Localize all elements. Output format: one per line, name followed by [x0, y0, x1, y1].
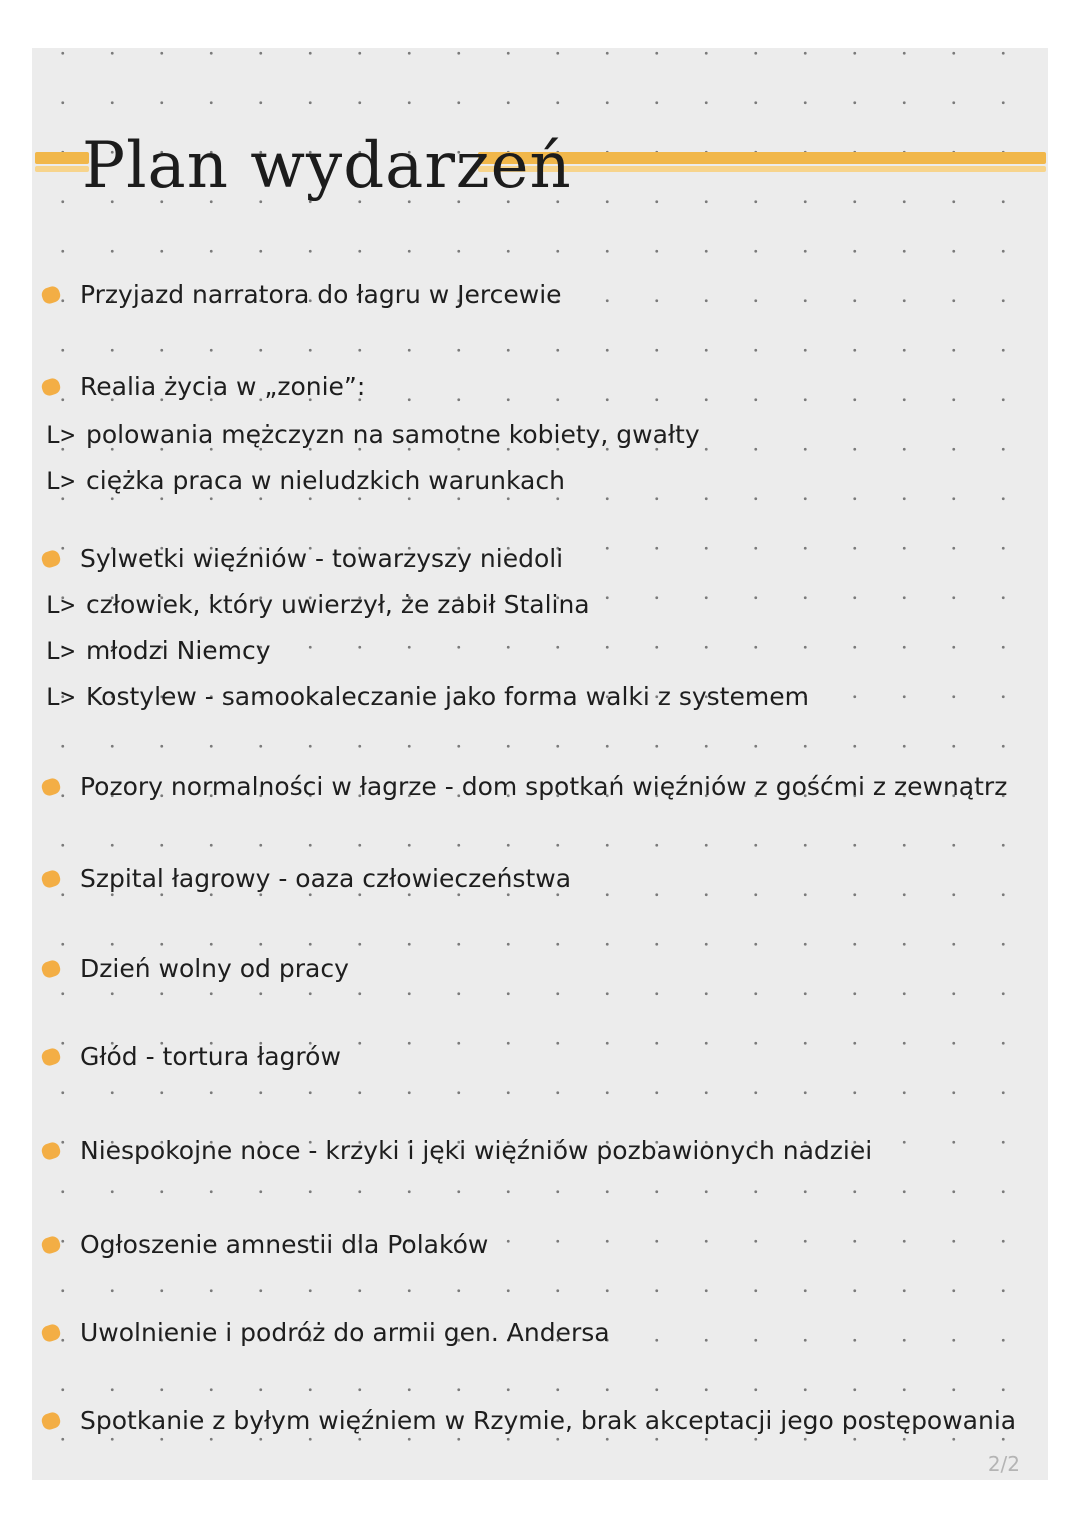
- event-detail-text: ciężka praca w nieludzkich warunkach: [86, 466, 565, 495]
- event-text: Szpital łagrowy - oaza człowieczeństwa: [80, 864, 572, 893]
- event-text: Głód - tortura łagrów: [80, 1042, 341, 1071]
- event-detail-text: młodzi Niemcy: [86, 636, 271, 665]
- event-text: Ogłoszenie amnestii dla Polaków: [80, 1230, 489, 1259]
- event-text: Dzień wolny od pracy: [80, 954, 349, 983]
- page-number: 2/2: [987, 1452, 1020, 1476]
- arrow-icon: L>: [46, 637, 75, 665]
- bullet-marker: [40, 1411, 62, 1432]
- title-highlight-left: [35, 152, 89, 164]
- bullet-marker: [40, 1141, 62, 1162]
- bullet-marker: [40, 869, 62, 890]
- bullet-marker: [40, 285, 62, 306]
- event-text: Spotkanie z byłym więźniem w Rzymie, brak akceptacji jego postępowania: [80, 1406, 1017, 1435]
- arrow-icon: L>: [46, 591, 75, 619]
- arrow-icon: L>: [46, 467, 75, 495]
- event-detail: [46, 588, 590, 622]
- bullet-marker: [40, 959, 62, 980]
- bullet-marker: [40, 1323, 62, 1344]
- event-text: Niespokojne noce - krzyki i jęki więźniów pozbawionych nadziei: [80, 1136, 873, 1165]
- event-text: Pozory normalności w łagrze - dom spotkań więźniów z gośćmi z zewnątrz: [80, 772, 1008, 801]
- arrow-icon: L>: [46, 421, 75, 449]
- event-detail-text: człowiek, który uwierzył, że zabił Stalina: [86, 590, 590, 619]
- event-detail-text: polowania mężczyzn na samotne kobiety, gwałty: [86, 420, 700, 449]
- event-text: Realia życia w „zonie”:: [80, 372, 366, 401]
- notebook-page: [32, 48, 1048, 1480]
- event-detail: [46, 634, 271, 668]
- event-text: Przyjazd narratora do łagru w Jercewie: [80, 280, 562, 309]
- bullet-marker: [40, 1235, 62, 1256]
- event-detail: [46, 418, 700, 452]
- event-detail: [46, 680, 809, 714]
- bullet-marker: [40, 377, 62, 398]
- title-highlight-left-shadow: [35, 166, 89, 172]
- event-detail-text: Kostylew - samookaleczanie jako forma walki z systemem: [86, 682, 809, 711]
- event-text: Sylwetki więźniów - towarzyszy niedoli: [80, 544, 564, 573]
- bullet-marker: [40, 549, 62, 570]
- page-title: Plan wydarzeń: [82, 129, 572, 203]
- arrow-icon: L>: [46, 683, 75, 711]
- event-text: Uwolnienie i podróż do armii gen. Andersa: [80, 1318, 610, 1347]
- event-detail: [46, 464, 565, 498]
- bullet-marker: [40, 1047, 62, 1068]
- bullet-marker: [40, 777, 62, 798]
